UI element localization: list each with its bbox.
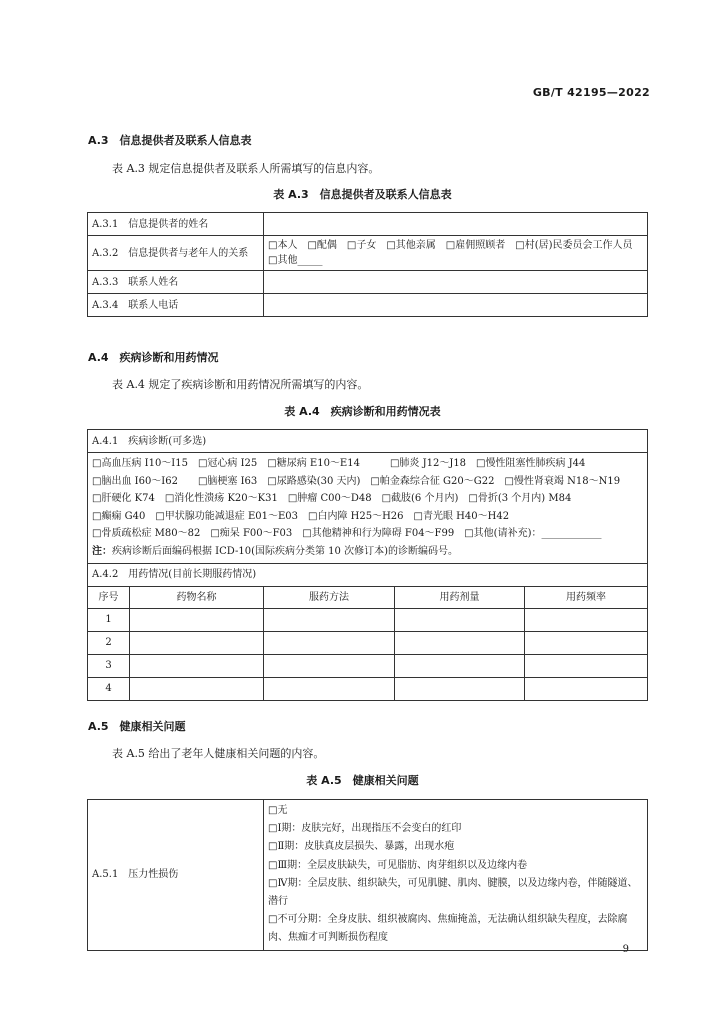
- diagnosis-line[interactable]: □高血压病 I10～I15 □冠心病 I25 □糖尿病 E10～E14 □肺炎 J12～J18 □慢性阻塞性肺疾病 J44: [92, 458, 586, 469]
- method-cell[interactable]: [264, 631, 395, 654]
- table-row: [88, 608, 648, 631]
- frequency-cell[interactable]: [525, 654, 648, 677]
- section-a3-intro: 表 A.3 规定信息提供者及联系人所需填写的信息内容。: [112, 162, 380, 175]
- row-label: A.3.3 联系人姓名: [88, 271, 264, 294]
- method-cell[interactable]: [264, 608, 395, 631]
- option-item[interactable]: □Ⅲ期：全层皮肤缺失，可见脂肪、肉芽组织以及边缘内卷: [268, 859, 528, 871]
- section-a5-heading: A.5 健康相关问题: [88, 720, 186, 733]
- table-row: [88, 677, 648, 700]
- frequency-cell[interactable]: [525, 631, 648, 654]
- row-label: A.3.2 信息提供者与老年人的关系: [88, 236, 264, 271]
- table-a5: [87, 799, 648, 951]
- option-item[interactable]: □无: [268, 805, 288, 816]
- note-text: 疾病诊断后面编码根据 ICD-10(国际疾病分类第 10 次修订本)的诊断编码号。: [112, 545, 458, 557]
- diagnosis-line[interactable]: □脑出血 I60～I62 □脑梗塞 I63 □尿路感染(30 天内) □帕金森综合征 G20～G22 □慢性肾衰竭 N18～N19: [92, 475, 621, 487]
- table-a3-title: 表 A.3 信息提供者及联系人信息表: [273, 188, 452, 201]
- column-header: 服药方法: [264, 586, 395, 608]
- table-row: [88, 236, 648, 271]
- diagnosis-line[interactable]: □癫痫 G40 □甲状腺功能减退症 E01～E03 □白内障 H25～H26 □青光眼 H40～H42: [92, 510, 510, 522]
- diagnosis-options[interactable]: [88, 453, 648, 564]
- diagnosis-header: A.4.1 疾病诊断(可多选): [88, 430, 648, 453]
- drug-name-cell[interactable]: [130, 631, 264, 654]
- table-row: [88, 430, 648, 453]
- row-number: 2: [88, 631, 130, 654]
- section-a3-heading: A.3 信息提供者及联系人信息表: [88, 134, 252, 147]
- table-row: [88, 800, 648, 951]
- medication-header: A.4.2 用药情况(目前长期服药情况): [88, 563, 648, 586]
- option-item[interactable]: □不可分期：全身皮肤、组织被腐肉、焦痂掩盖，无法确认组织缺失程度，去除腐肉、焦痂才可判断损伤程度: [268, 914, 628, 944]
- note-label: 注：: [92, 545, 112, 557]
- row-label: A.3.4 联系人电话: [88, 294, 264, 317]
- table-a4-title: 表 A.4 疾病诊断和用药情况表: [284, 405, 441, 418]
- section-a4-intro: 表 A.4 规定了疾病诊断和用药情况所需填写的内容。: [112, 378, 369, 391]
- column-header: 用药剂量: [395, 586, 525, 608]
- row-number: 3: [88, 654, 130, 677]
- page-number: 9: [622, 944, 629, 955]
- section-a5-intro: 表 A.5 给出了老年人健康相关问题的内容。: [112, 747, 325, 760]
- frequency-cell[interactable]: [525, 677, 648, 700]
- section-a4-heading: A.4 疾病诊断和用药情况: [88, 351, 219, 364]
- table-header-row: [88, 586, 648, 608]
- table-row: [88, 294, 648, 317]
- option-item[interactable]: □Ⅱ期：皮肤真皮层损失、暴露，出现水疱: [268, 841, 455, 853]
- table-a3: [87, 212, 648, 317]
- column-header: 序号: [88, 586, 130, 608]
- table-row: [88, 654, 648, 677]
- relation-options[interactable]: □本人 □配偶 □子女 □其他亲属 □雇佣照顾者 □村(居)民委员会工作人员 □其他_____: [264, 236, 648, 271]
- dose-cell[interactable]: [395, 608, 525, 631]
- drug-name-cell[interactable]: [130, 608, 264, 631]
- standard-code: GB/T 42195—2022: [532, 86, 650, 99]
- column-header: 用药频率: [525, 586, 648, 608]
- table-row: [88, 453, 648, 564]
- column-header: 药物名称: [130, 586, 264, 608]
- row-label: A.3.1 信息提供者的姓名: [88, 213, 264, 236]
- diagnosis-note: [92, 543, 643, 561]
- row-value[interactable]: [264, 213, 648, 236]
- frequency-cell[interactable]: [525, 608, 648, 631]
- dose-cell[interactable]: [395, 631, 525, 654]
- row-number: 1: [88, 608, 130, 631]
- option-item[interactable]: □Ⅰ期：皮肤完好，出现指压不会变白的红印: [268, 823, 462, 835]
- table-a4: [87, 429, 648, 701]
- diagnosis-line[interactable]: □肝硬化 K74 □消化性溃疡 K20～K31 □肿瘤 C00～D48 □截肢(6 个月内) □骨折(3 个月内) M84: [92, 493, 572, 505]
- row-value[interactable]: [264, 271, 648, 294]
- table-row: [88, 213, 648, 236]
- option-item[interactable]: □Ⅳ期：全层皮肤、组织缺失，可见肌腱、肌肉、腱膜，以及边缘内卷，伴随隧道、潜行: [268, 877, 638, 908]
- drug-name-cell[interactable]: [130, 654, 264, 677]
- row-label: A.5.1 压力性损伤: [88, 800, 264, 951]
- table-a5-title: 表 A.5 健康相关问题: [306, 774, 419, 787]
- drug-name-cell[interactable]: [130, 677, 264, 700]
- row-value[interactable]: [264, 294, 648, 317]
- pressure-injury-options[interactable]: [264, 800, 648, 951]
- method-cell[interactable]: [264, 677, 395, 700]
- method-cell[interactable]: [264, 654, 395, 677]
- table-row: [88, 271, 648, 294]
- table-row: [88, 563, 648, 586]
- diagnosis-line[interactable]: □骨质疏松症 M80～82 □痴呆 F00～F03 □其他精神和行为障碍 F04～F99 □其他(请补充)：____________: [92, 528, 602, 540]
- dose-cell[interactable]: [395, 677, 525, 700]
- dose-cell[interactable]: [395, 654, 525, 677]
- row-number: 4: [88, 677, 130, 700]
- table-row: [88, 631, 648, 654]
